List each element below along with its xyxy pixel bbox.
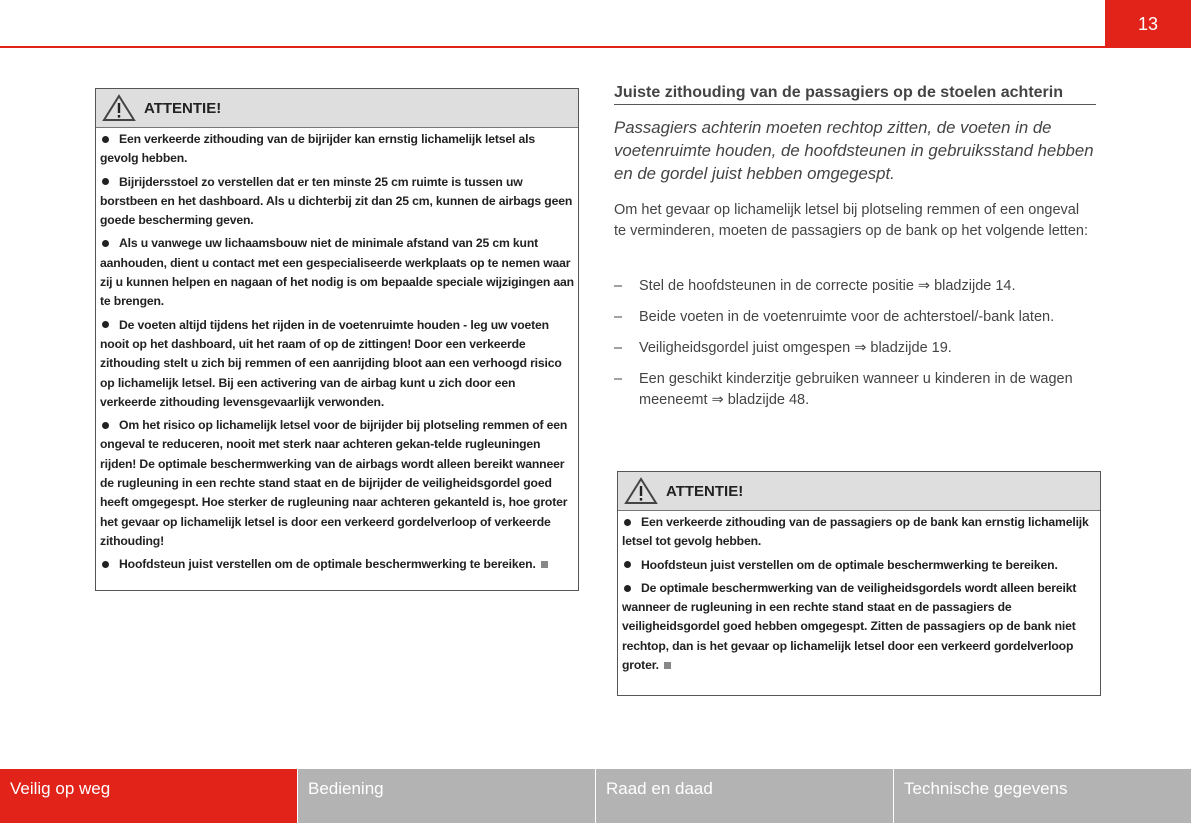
warning-item — [622, 556, 1096, 575]
page-number: 13 — [1105, 0, 1191, 48]
list-dash: – — [614, 309, 623, 325]
list-item — [614, 276, 1094, 297]
warning-list — [618, 511, 1100, 675]
warning-box-front-passenger — [95, 88, 579, 591]
list-item-text: Veiligheidsgordel juist omgespen ⇒ bladzijde 19. — [639, 340, 952, 356]
footer-tab-veilig-op-weg[interactable]: Veilig op weg — [0, 769, 297, 823]
warning-header — [96, 89, 578, 128]
bullet-icon — [102, 178, 109, 185]
bullet-icon — [102, 240, 109, 247]
warning-item-text: Hoofdsteun juist verstellen om de optimale beschermwerking te bereiken. — [119, 557, 536, 572]
warning-item-text: De voeten altijd tijdens het rijden in de voetenruimte houden - leg uw voeten nooit op het dashboard, uit het raam of op de zittingen! Door een verkeerde zithouding stelt u zich bij remmen of een aanrijding bloot aan een verhoogd risico op lichamelijk letsel. Bij een activering van de airbag kunt u zich door een verkeerde zithouding levensgevaarlijk verwonden. — [100, 317, 562, 409]
bullet-icon — [102, 136, 109, 143]
list-item — [614, 307, 1094, 328]
warning-item — [100, 130, 574, 169]
bullet-icon — [102, 561, 109, 568]
bullet-icon — [102, 321, 109, 328]
list-dash: – — [614, 278, 623, 294]
warning-box-rear-passengers — [617, 471, 1101, 696]
warning-item — [622, 579, 1096, 675]
warning-item — [100, 416, 574, 551]
section-paragraph: Om het gevaar op lichamelijk letsel bij plotseling remmen of een ongeval te verminderen, moeten de passagiers op de bank op het volgende letten: — [614, 202, 1088, 239]
warning-item — [100, 316, 574, 412]
end-mark-icon — [664, 662, 671, 669]
list-dash: – — [614, 371, 623, 387]
footer-tab-technische-gegevens[interactable]: Technische gegevens — [894, 769, 1191, 823]
bullet-icon — [624, 585, 631, 592]
bullet-icon — [624, 519, 631, 526]
warning-title: ATTENTIE! — [666, 482, 744, 500]
list-item — [614, 369, 1094, 411]
warning-title: ATTENTIE! — [144, 99, 222, 117]
list-item — [614, 338, 1094, 359]
warning-triangle-icon — [624, 477, 658, 505]
footer-tab-bediening[interactable]: Bediening — [298, 769, 595, 823]
section-lead: Passagiers achterin moeten rechtop zitten, de voeten in de voetenruimte houden, de hoofdsteunen in gebruiksstand hebben en de gordel juist hebben omgegespt. — [614, 118, 1094, 183]
warning-item-text: Een verkeerde zithouding van de bijrijder kan ernstig lichamelijk letsel als gevolg hebben. — [100, 132, 535, 166]
warning-triangle-icon — [102, 94, 136, 122]
list-item-text: Stel de hoofdsteunen in de correcte positie ⇒ bladzijde 14. — [639, 278, 1016, 294]
list-item-text: Een geschikt kinderzitje gebruiken wanneer u kinderen in de wagen meeneemt ⇒ bladzijde 48. — [639, 371, 1073, 408]
end-mark-icon — [541, 561, 548, 568]
instruction-list — [614, 276, 1094, 421]
warning-item — [100, 555, 574, 574]
warning-item — [100, 234, 574, 311]
bullet-icon — [102, 422, 109, 429]
warning-item — [100, 173, 574, 231]
warning-header — [618, 472, 1100, 511]
bullet-icon — [624, 561, 631, 568]
warning-item-text: Als u vanwege uw lichaamsbouw niet de minimale afstand van 25 cm kunt aanhouden, dient u contact met een gespecialiseerde werkplaats op te nemen waar zij u kunnen helpen en nagaan of het nodig is om bepaalde speciale wijzigingen aan te brengen. — [100, 236, 574, 309]
warning-item-text: Hoofdsteun juist verstellen om de optimale beschermwerking te bereiken. — [641, 557, 1058, 572]
section-heading: Juiste zithouding van de passagiers op de stoelen achterin — [614, 84, 1096, 105]
warning-item-text: Om het risico op lichamelijk letsel voor de bijrijder bij plotseling remmen of een ongeval te reduceren, nooit met sterk naar achteren gekan-telde rugleuningen rijden! De optimale beschermwerking van de airbags wordt alleen bereikt wanneer de rugleuning in een rechte stand staat en de bijrijder de veiligheidsgordel goed heeft omgegespt. Hoe sterker de rugleuning naar achteren gekanteld is, hoe groter het gevaar op lichamelijk letsel is door een verkeerd gordelverloop of verkeerde zithouding! — [100, 418, 568, 548]
list-dash: – — [614, 340, 623, 356]
warning-item-text: De optimale beschermwerking van de veiligheidsgordels wordt alleen bereikt wanneer de rugleuning in een rechte stand staat en de passagiers de veiligheidsgordel goed hebben omgegespt. Zitten de passagiers op de bank niet rechtop, dan is het gevaar op lichamelijk letsel door een verkeerd gordelverloop groter. — [622, 580, 1077, 673]
warning-list — [96, 128, 578, 575]
list-item-text: Beide voeten in de voetenruimte voor de achterstoel/-bank laten. — [639, 309, 1055, 325]
warning-item-text: Bijrijdersstoel zo verstellen dat er ten minste 25 cm ruimte is tussen uw borstbeen en het dashboard. Als u dichterbij zit dan 25 cm, kunnen de airbags geen goede bescherming geven. — [100, 174, 573, 228]
warning-item-text: Een verkeerde zithouding van de passagiers op de bank kan ernstig lichamelijk letsel tot gevolg hebben. — [622, 515, 1089, 549]
footer-tab-raad-en-daad[interactable]: Raad en daad — [596, 769, 893, 823]
header-rule — [0, 46, 1191, 48]
warning-item — [622, 513, 1096, 552]
